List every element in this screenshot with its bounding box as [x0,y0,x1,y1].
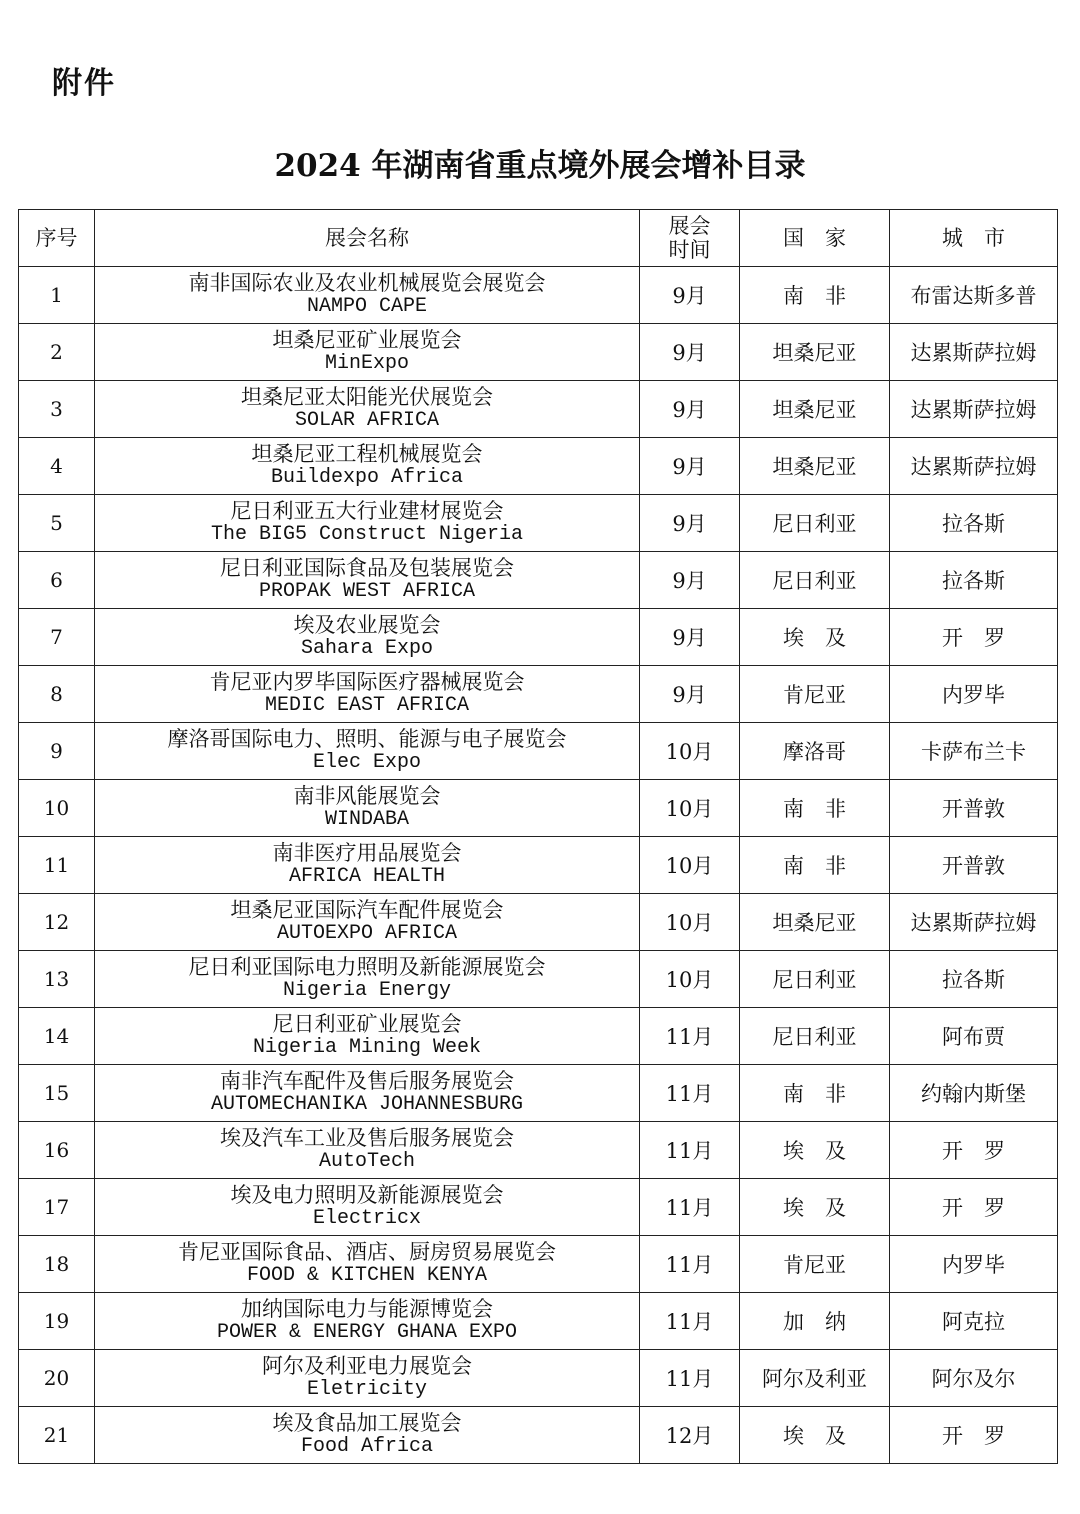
exhibition-country: 尼日利亚 [740,552,890,609]
col-header-name: 展会名称 [95,210,640,267]
table-row [19,552,1058,609]
row-number: 9 [19,723,95,780]
table-row [19,1407,1058,1464]
row-number: 3 [19,381,95,438]
exhibition-name-en: MinExpo [324,352,409,375]
exhibition-name-zh: 尼日利亚国际电力照明及新能源展览会 [188,955,546,979]
exhibition-city: 开 罗 [890,1407,1058,1464]
exhibition-name-zh: 阿尔及利亚电力展览会 [262,1354,472,1378]
exhibition-name [95,1407,640,1464]
exhibition-city: 阿尔及尔 [890,1350,1058,1407]
row-number: 8 [19,666,95,723]
row-number: 7 [19,609,95,666]
exhibition-name [95,324,640,381]
exhibition-name [95,1293,640,1350]
exhibition-name-zh: 埃及食品加工展览会 [272,1411,462,1435]
exhibition-country: 坦桑尼亚 [740,324,890,381]
table-row [19,837,1058,894]
exhibition-time: 9月 [640,324,740,381]
exhibition-time: 11月 [640,1008,740,1065]
table-row [19,267,1058,324]
exhibition-city: 拉各斯 [890,951,1058,1008]
exhibition-city: 开普敦 [890,837,1058,894]
exhibition-country: 南 非 [740,837,890,894]
row-number: 13 [19,951,95,1008]
row-number: 2 [19,324,95,381]
exhibition-name-en: Sahara Expo [300,637,434,660]
exhibition-country: 埃 及 [740,1407,890,1464]
exhibition-name-en: PROPAK WEST AFRICA [258,580,476,603]
exhibition-name-en: Nigeria Mining Week [252,1036,482,1059]
row-number: 14 [19,1008,95,1065]
exhibition-country: 坦桑尼亚 [740,381,890,438]
exhibition-city: 达累斯萨拉姆 [890,381,1058,438]
exhibition-city: 内罗毕 [890,666,1058,723]
exhibition-time: 10月 [640,894,740,951]
table-header-row [19,210,1058,267]
exhibition-name-en: AutoTech [318,1150,415,1173]
exhibition-city: 拉各斯 [890,552,1058,609]
table-row [19,1008,1058,1065]
col-header-time-line2: 时间 [668,238,711,262]
exhibition-name-zh: 尼日利亚五大行业建材展览会 [230,499,504,523]
table-row [19,1350,1058,1407]
exhibition-country: 肯尼亚 [740,1236,890,1293]
attachment-label: 附件 [52,66,116,101]
exhibition-name [95,1236,640,1293]
exhibition-country: 南 非 [740,1065,890,1122]
col-header-time [640,210,740,267]
table-row [19,1065,1058,1122]
exhibition-name-en: SOLAR AFRICA [294,409,440,432]
exhibition-city: 开 罗 [890,1179,1058,1236]
exhibition-name [95,609,640,666]
exhibition-name-zh: 摩洛哥国际电力、照明、能源与电子展览会 [167,727,567,751]
exhibition-name-en: WINDABA [324,808,409,831]
col-header-no: 序号 [19,210,95,267]
table-body [19,267,1058,1464]
exhibition-time: 11月 [640,1122,740,1179]
exhibition-name-zh: 尼日利亚国际食品及包装展览会 [220,556,514,580]
row-number: 21 [19,1407,95,1464]
exhibition-name-zh: 肯尼亚国际食品、酒店、厨房贸易展览会 [178,1240,556,1264]
exhibition-country: 肯尼亚 [740,666,890,723]
exhibition-name-en: AUTOMECHANIKA JOHANNESBURG [210,1093,524,1116]
exhibition-city: 拉各斯 [890,495,1058,552]
row-number: 17 [19,1179,95,1236]
exhibition-name-en: Electricx [312,1207,422,1230]
exhibition-name-en: FOOD & KITCHEN KENYA [246,1264,488,1287]
exhibition-name-zh: 坦桑尼亚矿业展览会 [272,328,462,352]
exhibition-country: 埃 及 [740,1122,890,1179]
exhibition-city: 布雷达斯多普 [890,267,1058,324]
exhibition-name [95,552,640,609]
exhibition-time: 11月 [640,1293,740,1350]
exhibition-city: 开 罗 [890,609,1058,666]
exhibition-time: 9月 [640,267,740,324]
exhibition-country: 南 非 [740,267,890,324]
table-row [19,1236,1058,1293]
exhibition-name-en: AUTOEXPO AFRICA [276,922,458,945]
table-row [19,666,1058,723]
row-number: 19 [19,1293,95,1350]
exhibition-name [95,1122,640,1179]
exhibition-name-zh: 南非医疗用品展览会 [272,841,462,865]
exhibition-name [95,894,640,951]
exhibition-name-zh: 埃及农业展览会 [293,613,441,637]
exhibition-country: 尼日利亚 [740,951,890,1008]
exhibition-city: 阿克拉 [890,1293,1058,1350]
exhibition-name [95,837,640,894]
exhibition-time: 12月 [640,1407,740,1464]
exhibition-time: 10月 [640,780,740,837]
table-row [19,438,1058,495]
exhibition-name-en: The BIG5 Construct Nigeria [210,523,524,546]
exhibition-time: 10月 [640,837,740,894]
exhibition-name-zh: 肯尼亚内罗毕国际医疗器械展览会 [209,670,525,694]
exhibition-name-en: Nigeria Energy [282,979,452,1002]
table-row [19,951,1058,1008]
table-row [19,1122,1058,1179]
exhibition-time: 9月 [640,438,740,495]
row-number: 6 [19,552,95,609]
exhibition-time: 11月 [640,1065,740,1122]
exhibition-city: 阿布贾 [890,1008,1058,1065]
table-row [19,723,1058,780]
exhibition-name [95,495,640,552]
table-row [19,1293,1058,1350]
exhibition-name-en: Eletricity [306,1378,428,1401]
col-header-country: 国 家 [740,210,890,267]
exhibition-city: 卡萨布兰卡 [890,723,1058,780]
table-row [19,609,1058,666]
exhibition-country: 摩洛哥 [740,723,890,780]
row-number: 16 [19,1122,95,1179]
exhibition-country: 埃 及 [740,1179,890,1236]
exhibition-name-zh: 坦桑尼亚太阳能光伏展览会 [241,385,493,409]
table-row [19,780,1058,837]
page-title: 2024 年湖南省重点境外展会增补目录 [274,148,806,184]
exhibition-name-en: POWER & ENERGY GHANA EXPO [216,1321,518,1344]
exhibition-country: 南 非 [740,780,890,837]
exhibition-name-zh: 加纳国际电力与能源博览会 [241,1297,493,1321]
exhibition-name [95,951,640,1008]
exhibition-country: 尼日利亚 [740,495,890,552]
exhibition-time: 11月 [640,1179,740,1236]
exhibition-name [95,723,640,780]
exhibition-city: 内罗毕 [890,1236,1058,1293]
row-number: 12 [19,894,95,951]
row-number: 1 [19,267,95,324]
row-number: 10 [19,780,95,837]
exhibition-country: 加 纳 [740,1293,890,1350]
exhibition-name [95,1008,640,1065]
exhibition-time: 11月 [640,1236,740,1293]
exhibition-name-en: NAMPO CAPE [306,295,428,318]
exhibition-name [95,1350,640,1407]
exhibition-name-en: Food Africa [300,1435,434,1458]
row-number: 18 [19,1236,95,1293]
exhibition-city: 开普敦 [890,780,1058,837]
exhibition-country: 埃 及 [740,609,890,666]
row-number: 15 [19,1065,95,1122]
exhibition-city: 约翰内斯堡 [890,1065,1058,1122]
exhibition-name-zh: 南非汽车配件及售后服务展览会 [220,1069,514,1093]
col-header-city: 城 市 [890,210,1058,267]
exhibition-name [95,381,640,438]
exhibition-name-zh: 南非国际农业及农业机械展览会展览会 [188,271,546,295]
row-number: 5 [19,495,95,552]
exhibition-name-en: MEDIC EAST AFRICA [264,694,470,717]
table-row [19,495,1058,552]
exhibition-country: 尼日利亚 [740,1008,890,1065]
exhibition-name-zh: 坦桑尼亚国际汽车配件展览会 [230,898,504,922]
table-row [19,324,1058,381]
exhibition-time: 9月 [640,381,740,438]
exhibition-name-zh: 埃及电力照明及新能源展览会 [230,1183,504,1207]
exhibition-city: 达累斯萨拉姆 [890,438,1058,495]
exhibition-name [95,780,640,837]
exhibition-name-en: AFRICA HEALTH [288,865,446,888]
exhibition-name [95,666,640,723]
exhibition-time: 9月 [640,495,740,552]
exhibition-name [95,438,640,495]
exhibition-name-zh: 南非风能展览会 [293,784,441,808]
exhibition-country: 坦桑尼亚 [740,894,890,951]
exhibition-name-zh: 尼日利亚矿业展览会 [272,1012,462,1036]
exhibition-name [95,267,640,324]
exhibition-city: 开 罗 [890,1122,1058,1179]
exhibition-name [95,1065,640,1122]
exhibition-name-en: Elec Expo [312,751,422,774]
exhibition-country: 阿尔及利亚 [740,1350,890,1407]
exhibition-city: 达累斯萨拉姆 [890,324,1058,381]
exhibition-time: 11月 [640,1350,740,1407]
exhibition-name-zh: 坦桑尼亚工程机械展览会 [251,442,483,466]
exhibition-time: 9月 [640,552,740,609]
table-row [19,1179,1058,1236]
exhibition-time: 10月 [640,951,740,1008]
table-row [19,381,1058,438]
table-row [19,894,1058,951]
row-number: 20 [19,1350,95,1407]
exhibition-name-en: Buildexpo Africa [270,466,464,489]
exhibition-table [18,209,1058,1464]
col-header-time-line1: 展会 [668,214,711,238]
exhibition-name-zh: 埃及汽车工业及售后服务展览会 [220,1126,514,1150]
exhibition-time: 9月 [640,609,740,666]
exhibition-name [95,1179,640,1236]
row-number: 11 [19,837,95,894]
row-number: 4 [19,438,95,495]
exhibition-time: 10月 [640,723,740,780]
exhibition-country: 坦桑尼亚 [740,438,890,495]
exhibition-city: 达累斯萨拉姆 [890,894,1058,951]
exhibition-time: 9月 [640,666,740,723]
